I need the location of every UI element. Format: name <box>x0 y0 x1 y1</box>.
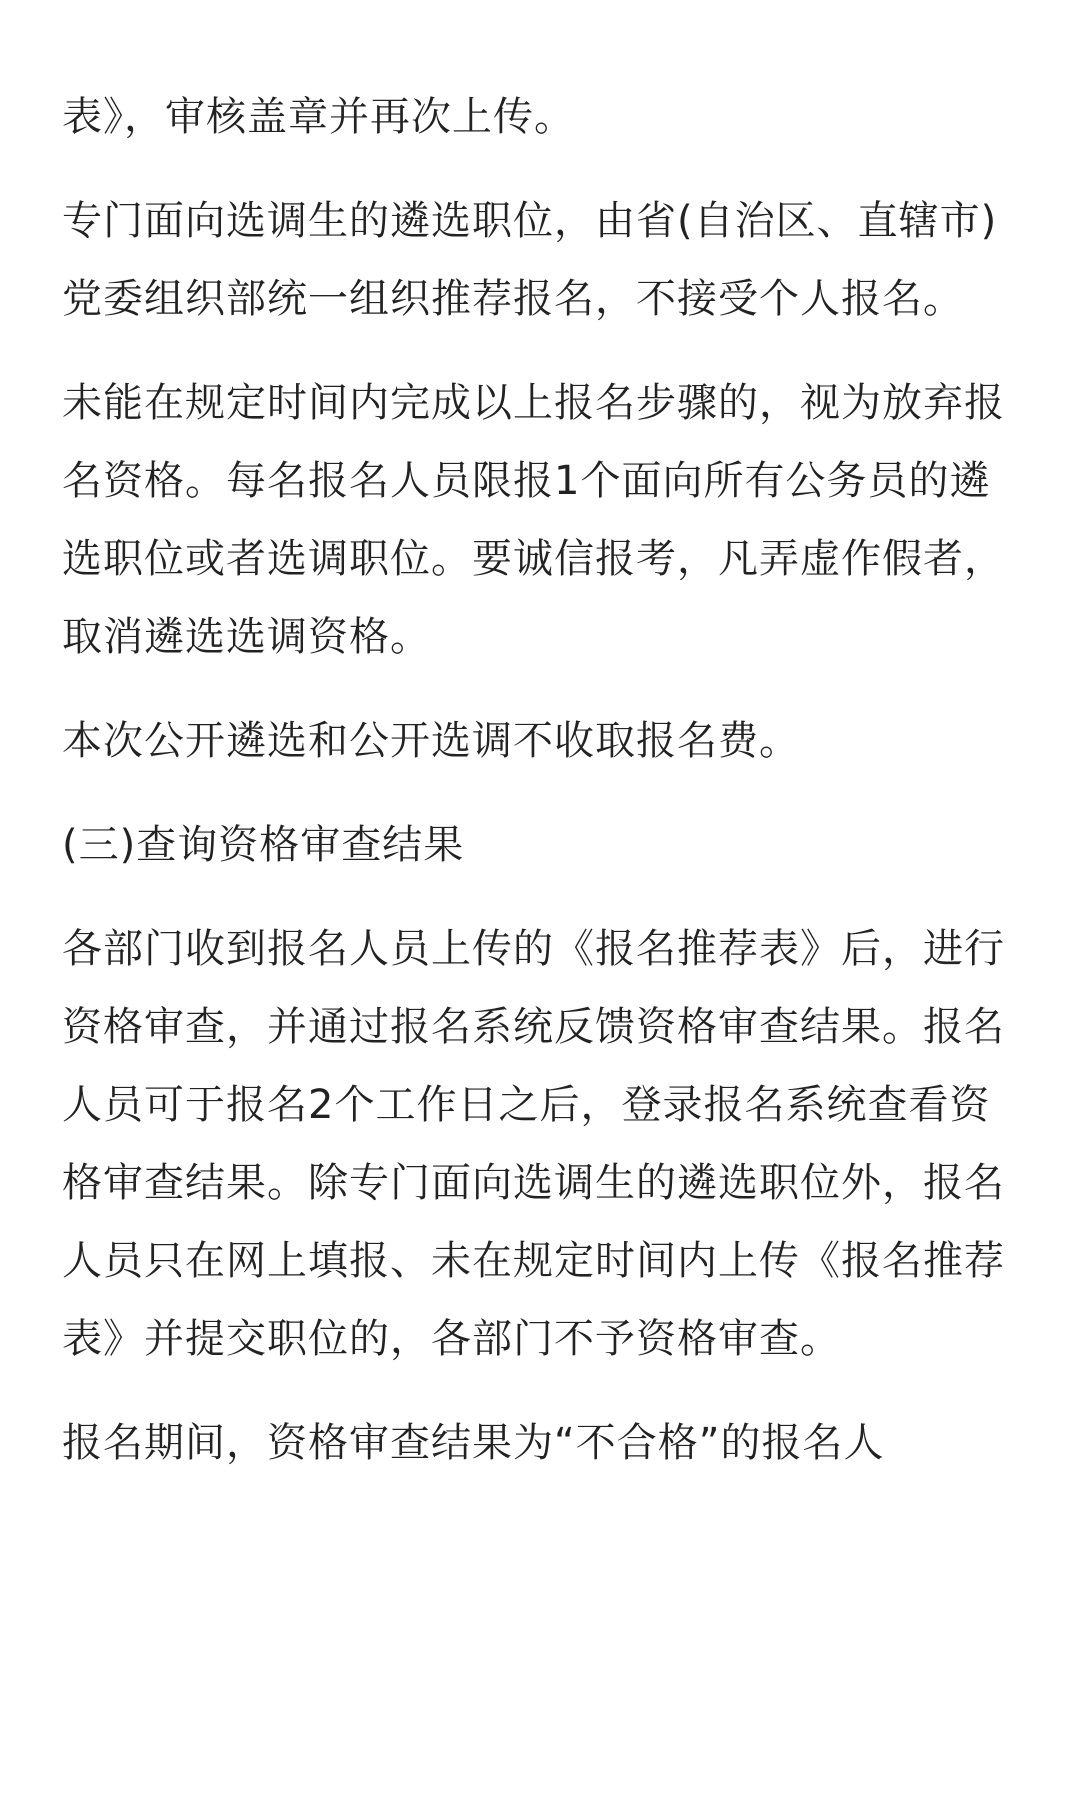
paragraph-no-fee: 本次公开遴选和公开选调不收取报名费。 <box>62 718 800 764</box>
article-body <box>62 78 1022 1482</box>
section-heading-review-results: (三)查询资格审查结果 <box>62 822 465 868</box>
paragraph-review-process: 各部门收到报名人员上传的《报名推荐表》后，进行资格审查，并通过报名系统反馈资格审查结果。报名人员可于报名2个工作日之后，登录报名系统查看资格审查结果。除专门面向选调生的遴选职位外，报名人员只在网上填报、未在规定时间内上传《报名推荐表》并提交职位的，各部门不予资格审查。 <box>62 926 1005 1362</box>
paragraph-deadline-rules: 未能在规定时间内完成以上报名步骤的，视为放弃报名资格。每名报名人员限报1个面向所有公务员的遴选职位或者选调职位。要诚信报考，凡弄虚作假者，取消遴选选调资格。 <box>62 380 1005 660</box>
paragraph-unqualified: 报名期间，资格审查结果为“不合格”的报名人 <box>62 1420 885 1466</box>
paragraph-upload-note: 表》，审核盖章并再次上传。 <box>62 94 575 140</box>
paragraph-selected-graduates: 专门面向选调生的遴选职位，由省(自治区、直辖市)党委组织部统一组织推荐报名，不接受个人报名。 <box>62 198 998 322</box>
